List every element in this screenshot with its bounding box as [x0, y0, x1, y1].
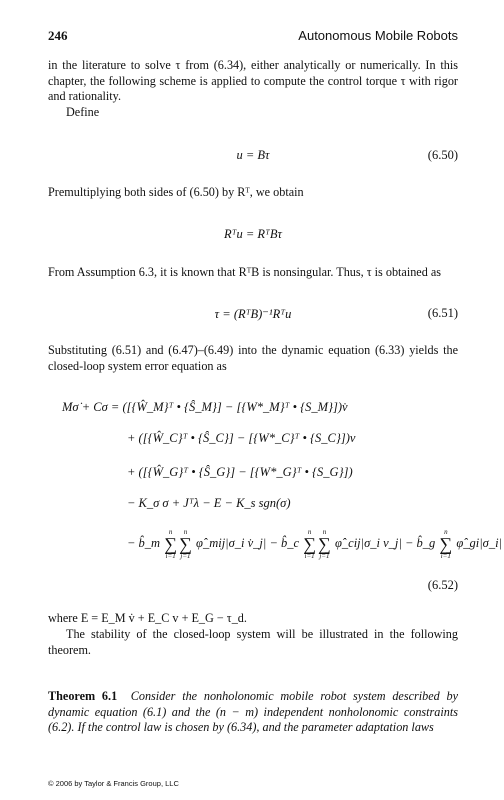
equation-number: (6.50): [427, 148, 458, 162]
theorem-text: Consider the nonholonomic mobile robot system described by dynamic equation (6.1) and the (n − m) independent nonholonomic constraints (6.2). If the control law is chosen by (6.34), and the parameter adaptation laws: [48, 689, 458, 734]
eq-line-5: [127, 528, 502, 560]
paragraph-substituting: Substituting (6.51) and (6.47)–(6.49) into the dynamic equation (6.33) yields the closed-loop system error equation as: [48, 343, 458, 373]
eq-line-3: + ([{Ŵ_G}ᵀ • {Ŝ_G}] − [{W*_G}ᵀ • {S_G}]): [127, 465, 353, 479]
eq-line-2: + ([{Ŵ_C}ᵀ • {Ŝ_C}] − [{W*_C}ᵀ • {S_C}])v: [127, 431, 356, 445]
sum-i: [164, 528, 177, 560]
sum-lower: i=1: [440, 552, 451, 560]
paragraph-intro: in the literature to solve τ from (6.34), either analytically or numerically. In this chapter, the following scheme is applied to compute the control torque τ with rigor and rationality.: [48, 58, 458, 103]
sigma-icon: ∑: [303, 534, 317, 554]
equation-body: u = Bτ: [236, 148, 270, 162]
sigma-icon: ∑: [164, 534, 178, 554]
equation-number: (6.51): [427, 306, 458, 320]
sum-i: [303, 528, 316, 560]
equation-body: τ = (RᵀB)⁻¹Rᵀu: [214, 307, 292, 321]
sum-lower: i=1: [165, 552, 176, 560]
sum-j: [179, 528, 192, 560]
term-phi-g: φ̂_gi|σ_i|: [456, 535, 503, 550]
sum-i: [439, 528, 452, 560]
running-header: [48, 28, 458, 46]
equation-number: (6.52): [427, 578, 458, 592]
paragraph-where: where E = E_M v̇ + E_C v + E_G − τ_d.: [48, 611, 247, 625]
paragraph-assumption: From Assumption 6.3, it is known that RᵀB is nonsingular. Thus, τ is obtained as: [48, 265, 442, 279]
copyright-footer: © 2006 by Taylor & Francis Group, LLC: [48, 779, 179, 788]
book-title: Autonomous Mobile Robots: [298, 28, 458, 43]
eq-line-4: − K_σ σ + Jᵀλ − E − K_s sgn(σ): [127, 496, 291, 510]
page-number: 246: [48, 28, 68, 43]
eq-line-1: Mσ̇ + Cσ = ([{Ŵ_M}ᵀ • {Ŝ_M}] − [{W*_M}ᵀ • {S_M}])v̇: [62, 400, 348, 414]
term-bm: − b̂_m: [127, 535, 161, 550]
paragraph-stability: The stability of the closed-loop system will be illustrated in the following theorem.: [48, 627, 458, 657]
sigma-icon: ∑: [318, 534, 331, 554]
sum-upper: n: [183, 528, 188, 536]
sum-lower: i=1: [304, 552, 315, 560]
paragraph-premultiply: Premultiplying both sides of (6.50) by Rᵀ, we obtain: [48, 185, 304, 199]
sigma-icon: ∑: [439, 534, 453, 554]
sum-j: [318, 528, 331, 560]
sigma-icon: ∑: [179, 534, 192, 554]
sum-upper: n: [444, 528, 448, 536]
term-bg: φ̂_cij|σ_i v_j| − b̂_g: [335, 535, 436, 550]
sum-upper: n: [307, 528, 312, 536]
sum-lower: j=1: [319, 552, 330, 560]
sum-lower: j=1: [180, 552, 191, 560]
sum-upper: n: [168, 528, 173, 536]
define-label: Define: [66, 105, 100, 119]
theorem-6-1: [48, 689, 458, 736]
theorem-label: Theorem 6.1: [48, 689, 118, 703]
equation-body: Rᵀu = RᵀBτ: [224, 227, 282, 241]
sum-upper: n: [322, 528, 327, 536]
term-bc: φ̂_mij|σ_i v̇_j| − b̂_c: [196, 535, 300, 550]
